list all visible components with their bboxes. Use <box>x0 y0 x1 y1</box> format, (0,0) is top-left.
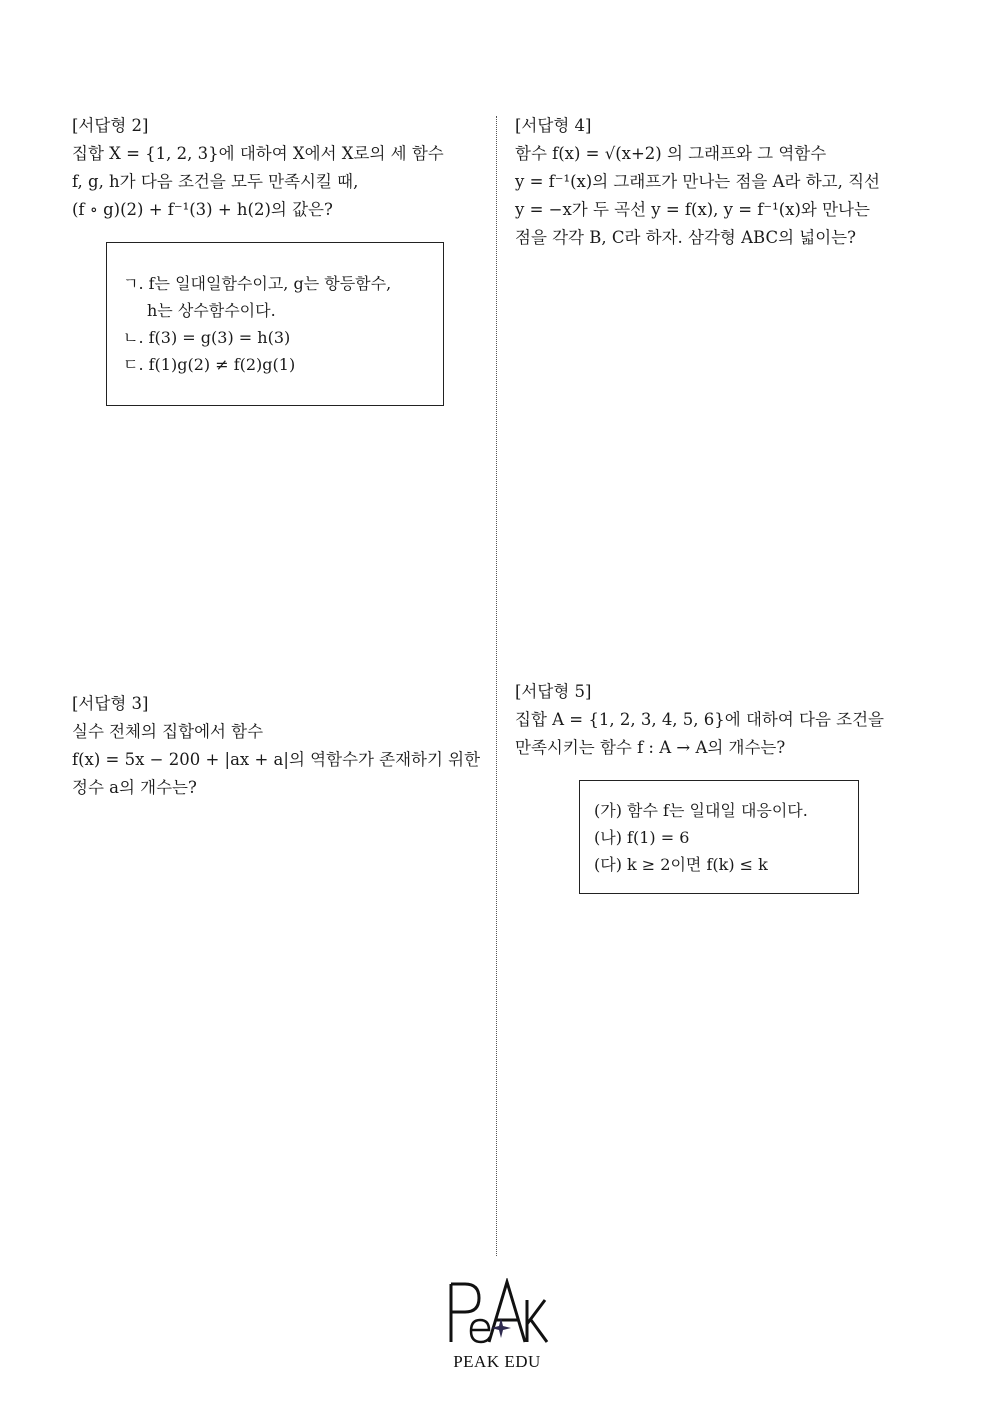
problem-4-line-2: y = f⁻¹(x)의 그래프가 만나는 점을 A라 하고, 직선 <box>515 172 880 191</box>
problem-5 <box>515 678 925 762</box>
problem-3-line-1: 실수 전체의 집합에서 함수 <box>72 722 264 741</box>
condition-ga: (가) 함수 f는 일대일 대응이다. <box>594 801 808 820</box>
problem-2-conditions-box <box>106 242 444 406</box>
problem-5-title: [서답형 5] <box>515 682 592 701</box>
condition-digeut: ㄷ. f(1)g(2) ≠ f(2)g(1) <box>123 355 296 374</box>
problem-4 <box>515 112 925 252</box>
problem-4-line-1: 함수 f(x) = √(x+2) 의 그래프와 그 역함수 <box>515 144 827 163</box>
problem-5-conditions-box <box>579 780 859 894</box>
column-divider <box>496 116 497 1256</box>
problem-2-line-3: (f ∘ g)(2) + f⁻¹(3) + h(2)의 값은? <box>72 200 333 219</box>
problem-3-line-3: 정수 a의 개수는? <box>72 778 197 797</box>
problem-4-line-3: y = −x가 두 곡선 y = f(x), y = f⁻¹(x)와 만나는 <box>515 200 870 219</box>
problem-2-line-2: f, g, h가 다음 조건을 모두 만족시킬 때, <box>72 172 359 191</box>
logo-text: PEAK EDU <box>453 1352 541 1371</box>
condition-giyeok-cont: h는 상수함수이다. <box>147 301 276 320</box>
problem-4-line-4: 점을 각각 B, C라 하자. 삼각형 ABC의 넓이는? <box>515 228 856 247</box>
condition-nieun: ㄴ. f(3) = g(3) = h(3) <box>123 328 291 347</box>
peak-logo-mark <box>441 1278 553 1350</box>
problem-3-title: [서답형 3] <box>72 694 149 713</box>
problem-3 <box>72 690 482 802</box>
condition-na: (나) f(1) = 6 <box>594 828 690 847</box>
condition-da: (다) k ≥ 2이면 f(k) ≤ k <box>594 855 768 874</box>
problem-2-title: [서답형 2] <box>72 116 149 135</box>
peak-edu-logo <box>441 1278 553 1374</box>
condition-giyeok: ㄱ. f는 일대일함수이고, g는 항등함수, <box>123 274 392 293</box>
problem-2 <box>72 112 472 224</box>
problem-2-line-1: 집합 X = {1, 2, 3}에 대하여 X에서 X로의 세 함수 <box>72 144 444 163</box>
problem-5-line-1: 집합 A = {1, 2, 3, 4, 5, 6}에 대하여 다음 조건을 <box>515 710 884 729</box>
problem-4-title: [서답형 4] <box>515 116 592 135</box>
problem-5-line-2: 만족시키는 함수 f : A → A의 개수는? <box>515 738 786 757</box>
problem-3-line-2: f(x) = 5x − 200 + |ax + a|의 역함수가 존재하기 위한 <box>72 750 481 769</box>
